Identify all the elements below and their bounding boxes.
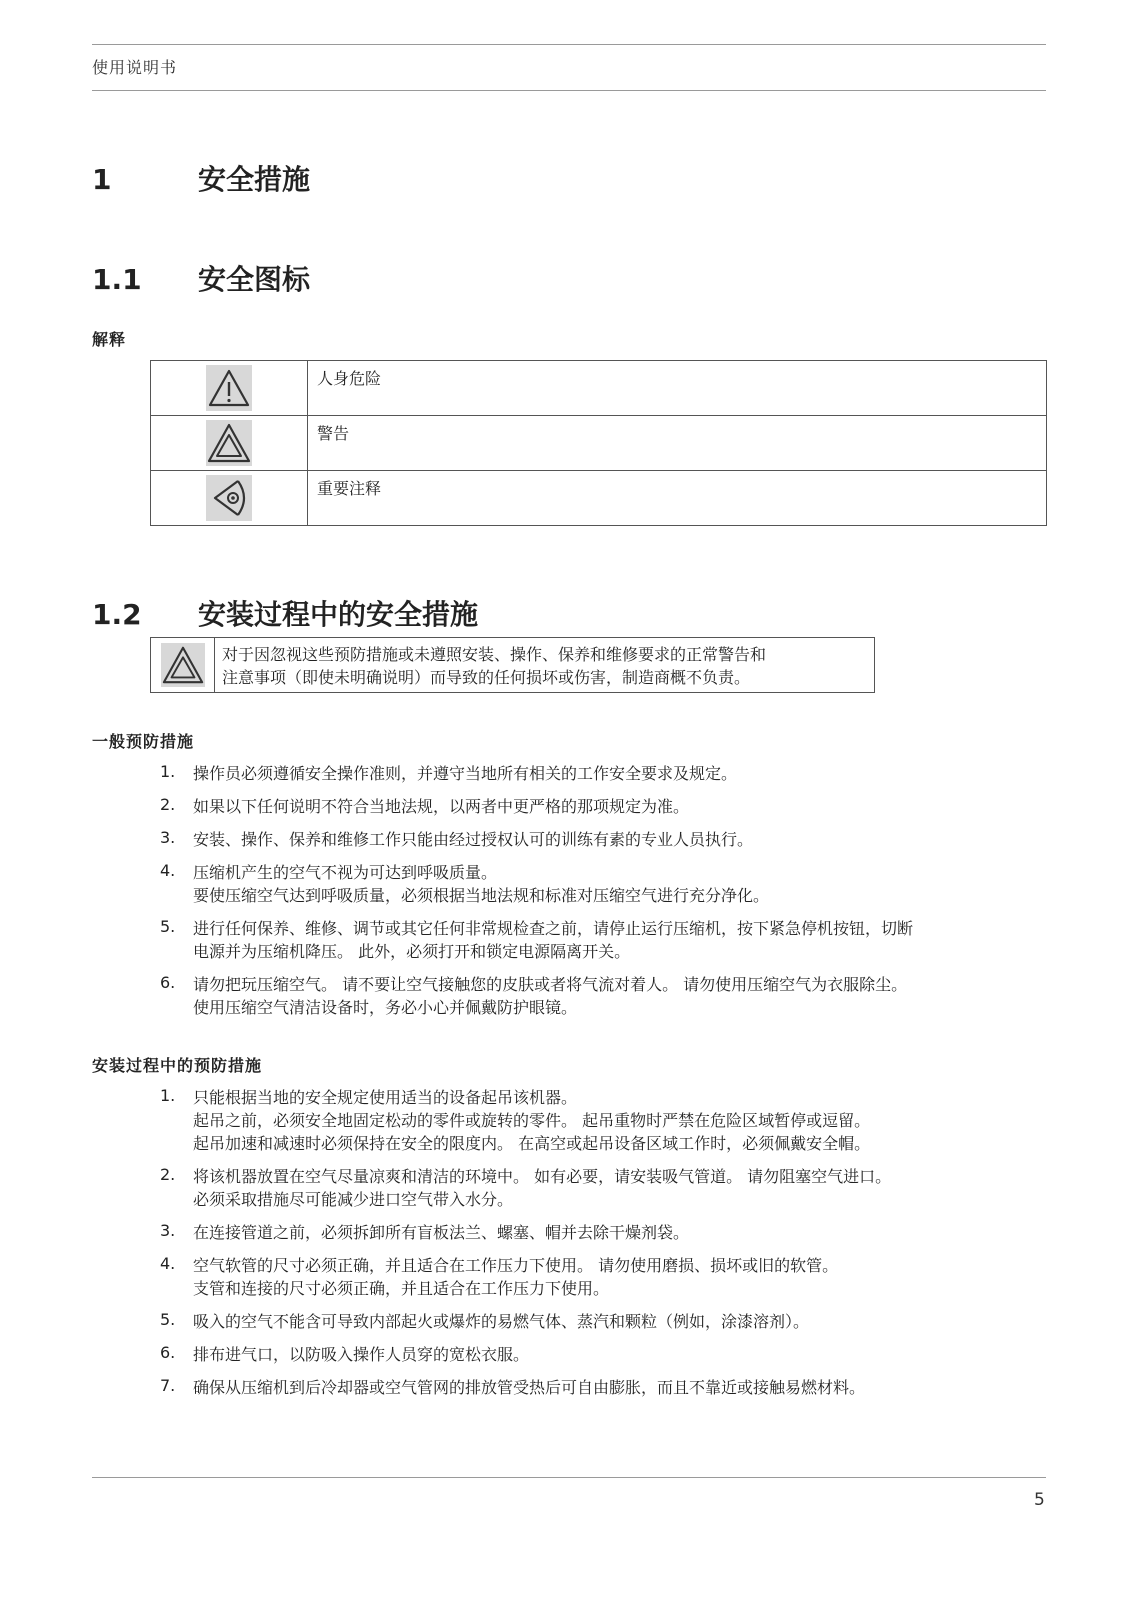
list-item: 5. 吸入的空气不能含可导致内部起火或爆炸的易燃气体、蒸汽和颗粒（例如，涂漆溶剂）。 (160, 1310, 810, 1331)
exclamation-triangle-icon (206, 365, 252, 411)
section-title: 安全图标 (198, 263, 311, 296)
list-item: 6. 排布进气口，以防吸入操作人员穿的宽松衣服。 (160, 1343, 530, 1364)
disclaimer-text: 对于因忽视这些预防措施或未遵照安装、操作、保养和维修要求的正常警告和 注意事项（即使未明确说明）而导致的任何损坏或伤害，制造商概不负责。 (222, 645, 767, 687)
general-precautions-list (160, 762, 1050, 1029)
list-item: 3. 在连接管道之前，必须拆卸所有盲板法兰、螺塞、帽并去除干燥剂袋。 (160, 1221, 690, 1242)
running-title: 使用说明书 (92, 58, 178, 77)
list-item: 4. 空气软管的尺寸必须正确，并且适合在工作压力下使用。 请勿使用磨损、损坏或旧的软管。 支管和连接的尺寸必须正确，并且适合在工作压力下使用。 (160, 1254, 839, 1298)
installation-precautions-list (160, 1086, 1050, 1409)
list-item: 6. 请勿把玩压缩空气。 请不要让空气接触您的皮肤或者将气流对着人。 请勿使用压缩空气为衣服除尘。 使用压缩空气清洁设备时，务必小心并佩戴防护眼镜。 (160, 973, 908, 1017)
safety-symbol-table (150, 360, 1047, 526)
installation-precautions-heading: 安装过程中的预防措施 (92, 1056, 263, 1075)
list-item: 2. 如果以下任何说明不符合当地法规，以两者中更严格的那项规定为准。 (160, 795, 690, 816)
list-item: 4. 压缩机产生的空气不视为可达到呼吸质量。 要使压缩空气达到呼吸质量，必须根据当地法规和标准对压缩空气进行充分净化。 (160, 861, 770, 905)
list-item: 2. 将该机器放置在空气尽量凉爽和清洁的环境中。 如有必要，请安装吸气管道。 请勿阻塞空气进口。 必须采取措施尽可能减少进口空气带入水分。 (160, 1165, 892, 1209)
section-1-1-heading (92, 258, 310, 298)
page-number: 5 (1034, 1490, 1045, 1510)
list-item: 3. 安装、操作、保养和维修工作只能由经过授权认可的训练有素的专业人员执行。 (160, 828, 754, 849)
double-triangle-icon (206, 420, 252, 466)
symbol-row (151, 471, 1047, 526)
header-rule-top (92, 44, 1046, 45)
section-1-heading (92, 158, 310, 198)
header-rule-bottom (92, 90, 1046, 91)
symbol-label: 重要注释 (308, 471, 1047, 526)
symbol-row (151, 361, 1047, 416)
disclaimer-warning-box (150, 637, 875, 693)
section-1-2-heading (92, 593, 478, 633)
double-triangle-icon (161, 643, 205, 687)
section-number: 1.2 (92, 598, 142, 631)
list-item: 1. 操作员必须遵循安全操作准则，并遵守当地所有相关的工作安全要求及规定。 (160, 762, 738, 783)
list-item: 7. 确保从压缩机到后冷却器或空气管网的排放管受热后可自由膨胀，而且不靠近或接触易燃材料。 (160, 1376, 866, 1397)
symbol-label: 人身危险 (308, 361, 1047, 416)
explanation-subheading: 解释 (92, 330, 127, 349)
section-title: 安全措施 (198, 163, 311, 196)
section-title: 安装过程中的安全措施 (198, 598, 479, 631)
symbol-label: 警告 (308, 416, 1047, 471)
footer-rule (92, 1477, 1046, 1478)
symbol-row (151, 416, 1047, 471)
general-precautions-heading: 一般预防措施 (92, 732, 195, 751)
section-number: 1.1 (92, 263, 142, 296)
list-item: 5. 进行任何保养、维修、调节或其它任何非常规检查之前，请停止运行压缩机，按下紧急停机按钮，切断 电源并为压缩机降压。 此外，必须打开和锁定电源隔离开关。 (160, 917, 914, 961)
list-item: 1. 只能根据当地的安全规定使用适当的设备起吊该机器。 起吊之前，必须安全地固定松动的零件或旋转的零件。 起吊重物时严禁在危险区域暂停或逗留。 起吊加速和减速时必须保持在安全的限度内。 在高空或起吊设备区域工作时，必须佩戴安全帽。 (160, 1086, 871, 1153)
eye-icon (206, 475, 252, 521)
section-number: 1 (92, 163, 112, 196)
